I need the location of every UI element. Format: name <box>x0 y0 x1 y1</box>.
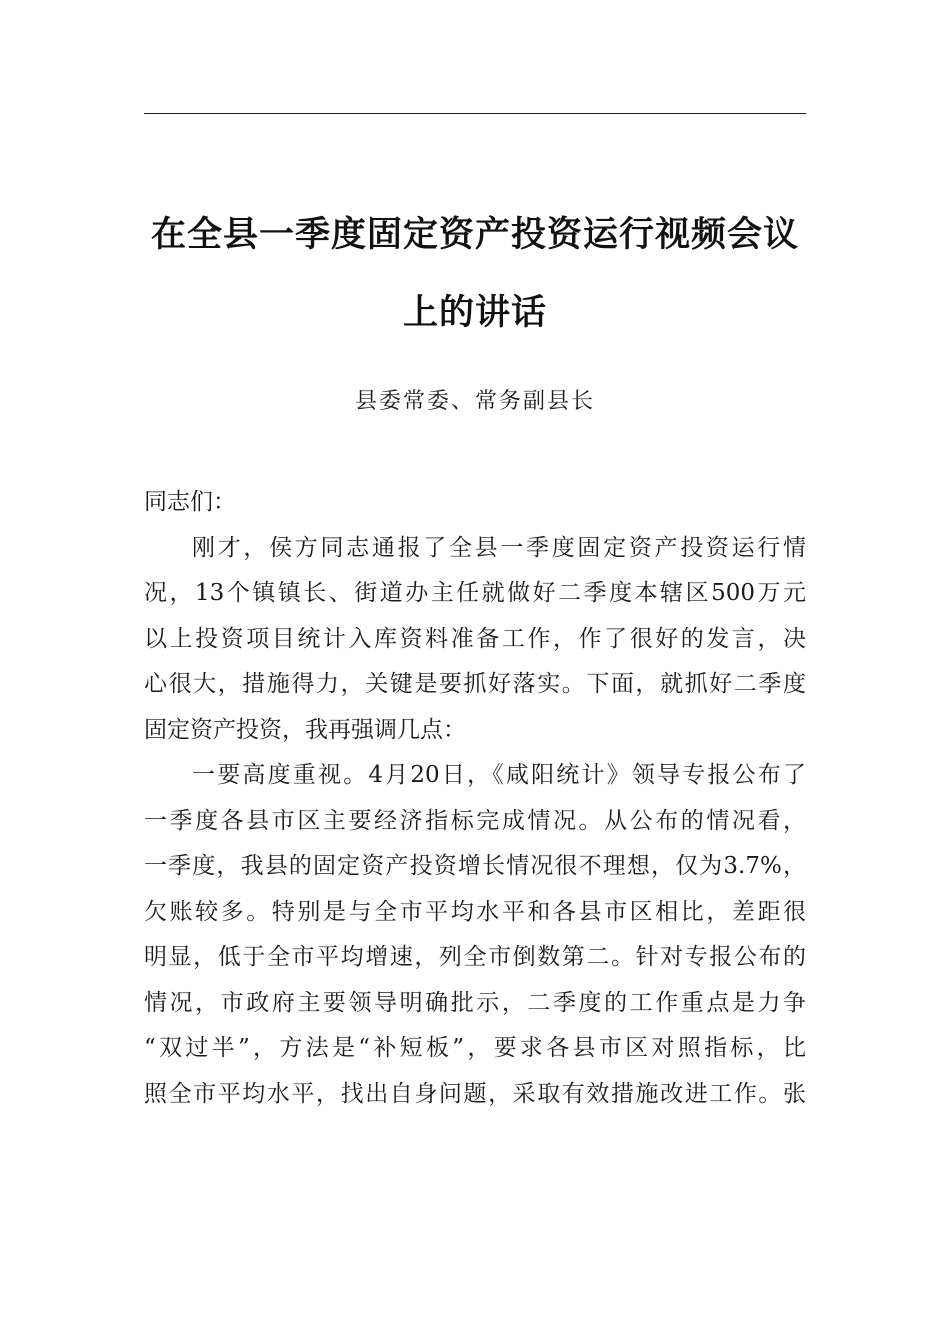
paragraph-2-line: 一要高度重视。4月20日，《咸阳统计》领导专报公布了 <box>192 762 806 788</box>
salutation: 同志们： <box>144 489 236 515</box>
paragraph-2-line: “双过半”，方法是“补短板”，要求各县市区对照指标，比 <box>144 1035 806 1061</box>
paragraph-2-line: 照全市平均水平，找出自身问题，采取有效措施改进工作。张 <box>144 1080 806 1107</box>
paragraph-2 <box>144 753 806 1117</box>
paragraph-1-line: 固定资产投资，我再强调几点： <box>144 716 466 743</box>
paragraph-1-line: 心很大，措施得力，关键是要抓好落实。下面，就抓好二季度 <box>144 671 806 697</box>
paragraph-1 <box>144 526 806 754</box>
paragraph-2-line: 一季度，我县的固定资产投资增长情况很不理想，仅为3.7%， <box>144 853 806 879</box>
document-title <box>144 196 806 352</box>
paragraph-2-line: 明显，低于全市平均增速，列全市倒数第二。针对专报公布的 <box>144 944 806 970</box>
paragraph-1-line: 况，13个镇镇长、街道办主任就做好二季度本辖区500万元 <box>144 580 806 606</box>
header-rule <box>144 113 806 114</box>
title-line-1: 在全县一季度固定资产投资运行视频会议 <box>150 215 799 255</box>
paragraph-1-line: 刚才，侯方同志通报了全县一季度固定资产投资运行情 <box>192 534 806 561</box>
paragraph-2-line: 一季度各县市区主要经济指标完成情况。从公布的情况看， <box>144 807 806 834</box>
paragraph-2-line: 情况，市政府主要领导明确批示，二季度的工作重点是力争 <box>144 989 806 1016</box>
paragraph-1-line: 以上投资项目统计入库资料准备工作，作了很好的发言，决 <box>144 625 806 652</box>
title-line-2: 上的讲话 <box>402 293 547 333</box>
paragraph-2-line: 欠账较多。特别是与全市平均水平和各县市区相比，差距很 <box>144 898 806 925</box>
speech-body <box>144 480 806 1117</box>
speaker-position: 县委常委、常务副县长 <box>354 389 595 414</box>
